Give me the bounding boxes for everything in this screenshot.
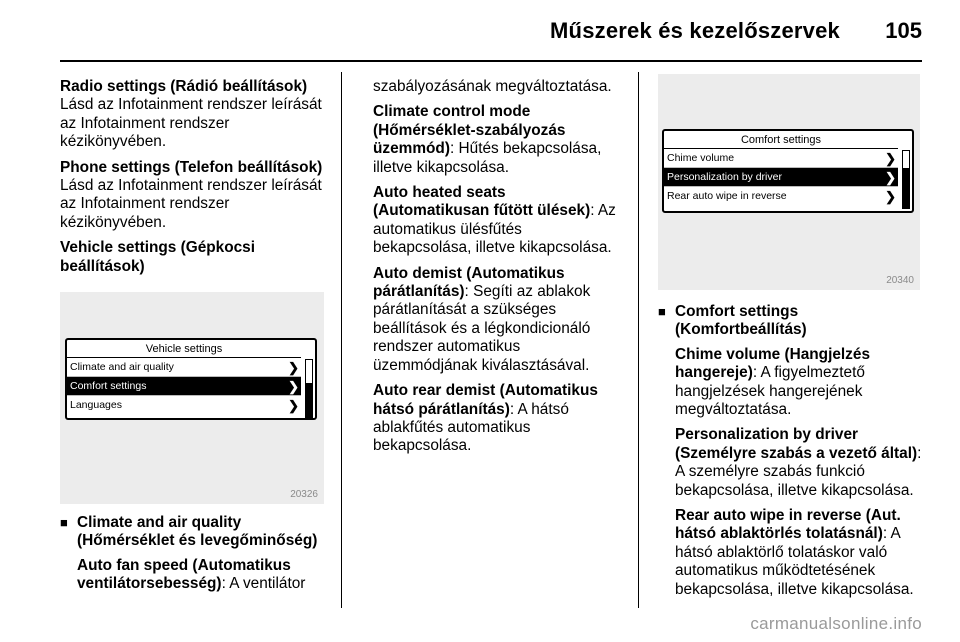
display-screen xyxy=(65,338,317,420)
column-divider xyxy=(341,72,342,608)
watermark: carmanualsonline.info xyxy=(750,614,922,633)
page-number: 105 xyxy=(885,18,922,43)
chevron-right-icon: ❯ xyxy=(288,379,299,394)
radio-settings-heading: Radio settings (Rádió beállítások) xyxy=(60,78,308,95)
rear-demist-item xyxy=(373,382,623,456)
radio-settings-body: Lásd az Infotainment rendszer leírását az Infotainment rendszer kézikönyvében. xyxy=(60,96,322,151)
bullet-icon: ■ xyxy=(658,304,666,319)
chime-volume-heading: Chime volume (Hangjelzés hangereje) xyxy=(675,345,870,382)
menu-item-personalization xyxy=(664,168,898,187)
screen-title: Comfort settings xyxy=(664,131,898,149)
rear-demist-heading: Auto rear demist (Automatikus hátsó párátlanítás) xyxy=(373,382,598,418)
scroll-thumb xyxy=(903,168,909,208)
phone-settings-body: Lásd az Infotainment rendszer leírását az Infotainment rendszer kézikönyvében. xyxy=(60,177,322,231)
figure-id: 20326 xyxy=(290,489,318,500)
auto-fan-heading: Auto fan speed (Automatikus ventilátorsebesség) xyxy=(77,556,291,593)
menu-item-label: Comfort settings xyxy=(70,380,147,392)
comfort-settings-figure xyxy=(658,74,920,290)
personalization-heading: Personalization by driver (Személyre szabás a vezető által) xyxy=(675,426,918,462)
chime-volume-body: : A figyelmeztető hangjelzések hangerejének megváltoztatása. xyxy=(675,364,865,419)
climate-mode-body: : Hűtés bekapcsolása, illetve kikapcsolása. xyxy=(373,140,602,176)
menu-item-label: Chime volume xyxy=(667,152,735,164)
vehicle-settings-heading: Vehicle settings (Gépkocsi beállítások) xyxy=(60,239,256,275)
heated-seats-heading: Auto heated seats (Automatikusan fűtött ülések) xyxy=(373,184,591,220)
auto-fan-item xyxy=(60,557,330,594)
menu-item-climate xyxy=(67,358,301,377)
personalization-body: : A személyre szabás funkció bekapcsolása, illetve kikapcsolása. xyxy=(675,444,922,499)
rear-demist-body: : A hátsó ablakfűtés automatikus bekapcsolása. xyxy=(373,400,569,455)
vehicle-settings-figure xyxy=(60,292,324,504)
scrollbar xyxy=(902,150,910,209)
chevron-right-icon: ❯ xyxy=(885,170,896,185)
auto-fan-body: : A ventilátor xyxy=(221,575,306,593)
bullet-icon: ■ xyxy=(60,515,68,530)
climate-mode-heading: Climate control mode (Hőmérséklet-szabályozás üzemmód) xyxy=(373,103,566,158)
menu-item-label: Personalization by driver xyxy=(667,171,782,183)
rear-wipe-body: : A hátsó ablaktörlő tolatáskor való automatikus működtetésének bekapcsolása, illetve kikapcsolása. xyxy=(675,525,914,598)
comfort-heading: Comfort settings (Komfortbeállítás) xyxy=(675,303,807,339)
continued-text: szabályozásának megváltoztatása. xyxy=(373,78,612,95)
screen-title: Vehicle settings xyxy=(67,340,301,358)
personalization-item xyxy=(675,426,928,500)
column-divider xyxy=(638,72,639,608)
climate-mode-item xyxy=(373,103,623,177)
vehicle-settings-section xyxy=(60,239,330,276)
auto-demist-heading: Auto demist (Automatikus párátlanítás) xyxy=(373,264,565,301)
chevron-right-icon: ❯ xyxy=(885,151,896,166)
scrollbar xyxy=(305,359,313,418)
rear-wipe-heading: Rear auto wipe in reverse (Aut. hátsó ablaktörlés tolatásnál) xyxy=(675,507,901,543)
display-screen xyxy=(662,129,914,213)
column-left xyxy=(60,78,330,283)
comfort-section xyxy=(658,303,928,606)
chevron-right-icon: ❯ xyxy=(885,189,896,204)
chevron-right-icon: ❯ xyxy=(288,398,299,413)
figure-id: 20340 xyxy=(886,275,914,286)
header-rule xyxy=(60,60,922,62)
rear-wipe-item xyxy=(675,507,928,599)
phone-settings-heading: Phone settings (Telefon beállítások) xyxy=(60,158,323,176)
climate-heading: Climate and air quality (Hőmérséklet és levegőminőség) xyxy=(77,514,318,550)
section-title: Műszerek és kezelőszervek xyxy=(550,18,840,43)
menu-item-label: Languages xyxy=(70,399,122,411)
chime-volume-item xyxy=(675,346,928,420)
menu-item-label: Rear auto wipe in reverse xyxy=(667,190,787,202)
heated-seats-item xyxy=(373,184,623,258)
phone-settings-section xyxy=(60,159,330,233)
radio-settings-section xyxy=(60,78,330,152)
climate-section xyxy=(60,514,330,594)
chevron-right-icon: ❯ xyxy=(288,360,299,375)
menu-item-chime xyxy=(664,149,898,168)
menu-item-label: Climate and air quality xyxy=(70,361,174,373)
menu-item-comfort xyxy=(67,377,301,396)
auto-demist-item xyxy=(373,265,623,375)
auto-demist-body: : Segíti az ablakok párátlanítását a szükséges beállítások és a légkondicionáló rendszer automatikus üzemmódjának kiválasztásával. xyxy=(373,283,591,374)
menu-item-rear-wipe xyxy=(664,187,898,206)
scroll-thumb xyxy=(306,383,312,417)
menu-item-languages xyxy=(67,396,301,415)
column-middle xyxy=(373,78,623,463)
page-header xyxy=(0,0,960,62)
heated-seats-body: : Az automatikus ülésfűtés bekapcsolása, illetve kikapcsolása. xyxy=(373,202,616,257)
